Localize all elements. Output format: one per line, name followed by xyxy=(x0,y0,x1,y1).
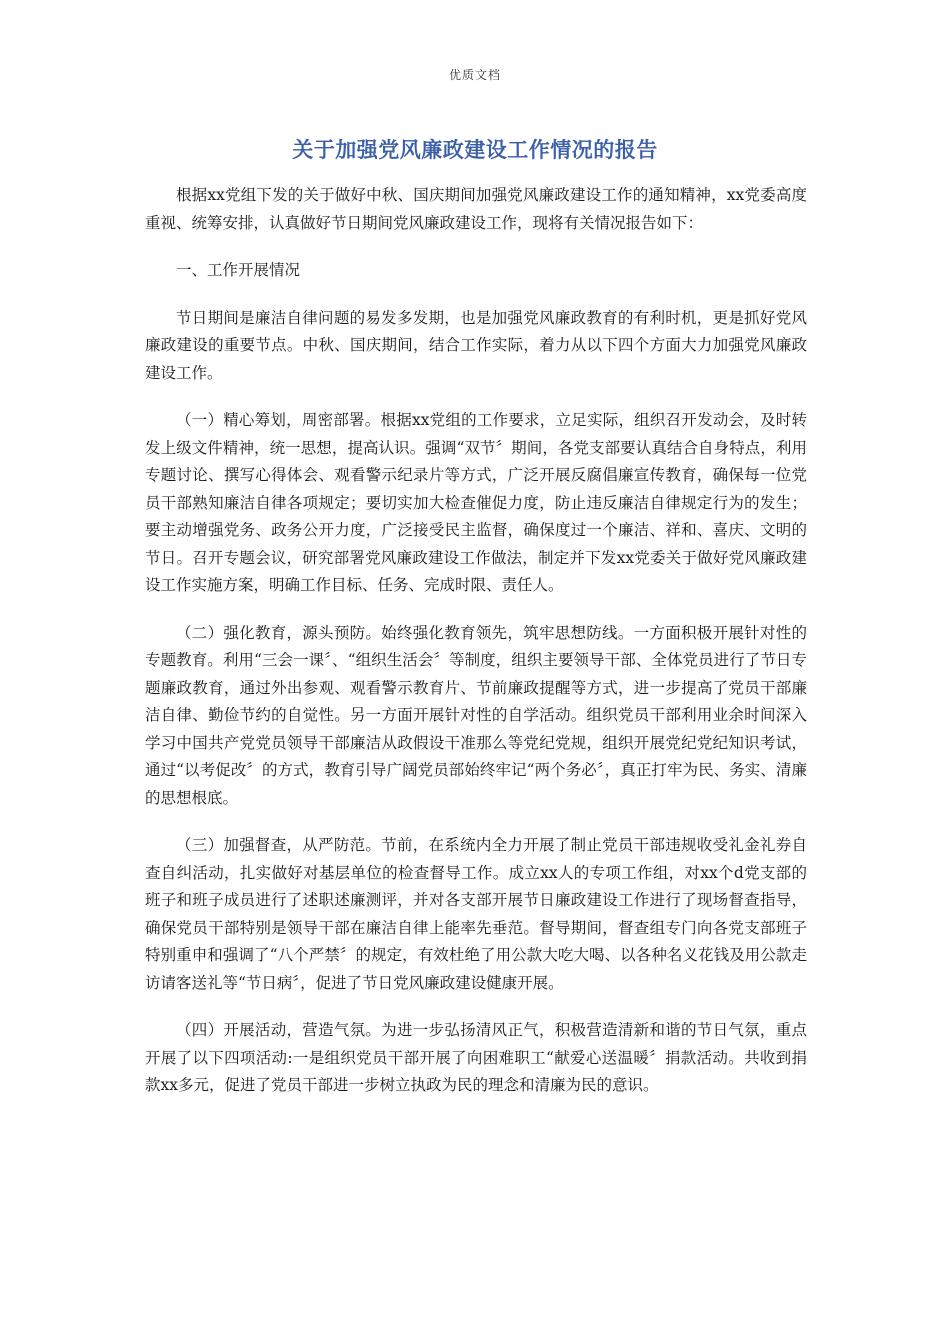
document-title: 关于加强党风廉政建设工作情况的报告 xyxy=(292,138,658,162)
document-body xyxy=(145,182,807,1120)
paragraph-item-2: （二）强化教育，源头预防。始终强化教育领先，筑牢思想防线。一方面积极开展针对性的专题教育。利用“三会一课〞、“组织生活会〞等制度，组织主要领导干部、全体党员进行了节日专题廉政教育，通过外出参观、观看警示教育片、节前廉政提醒等方式，进一步提高了党员干部廉洁自律、勤俭节约的自觉性。另一方面开展针对性的自学活动。组织党员干部利用业余时间深入学习中国共产党党员领导干部廉洁从政假设干准那么等党纪党规，组织开展党纪党纪知识考试，通过“以考促改〞的方式，教育引导广阔党员部始终牢记“两个务必〞，真正打牢为民、务实、清廉的思想根底。 xyxy=(145,623,807,807)
paragraph-item-4: （四）开展活动，营造气氛。为进一步弘扬清风正气，积极营造清新和谐的节日气氛，重点开展了以下四项活动:一是组织党员干部开展了向困难职工“献爱心送温暖〞捐款活动。共收到捐款xx多元，促进了党员干部进一步树立执政为民的理念和清廉为民的意识。 xyxy=(145,1021,807,1094)
page-header: 优质文档 xyxy=(448,68,501,82)
paragraph-intro: 根据xx党组下发的关于做好中秋、国庆期间加强党风廉政建设工作的通知精神，xx党委高度重视、统筹安排，认真做好节日期间党风廉政建设工作，现将有关情况报告如下： xyxy=(145,186,807,232)
paragraph-item-3: （三）加强督查，从严防范。节前，在系统内全力开展了制止党员干部违规收受礼金礼券自查自纠活动，扎实做好对基层单位的检查督导工作。成立xx人的专项工作组，对xx个d党支部的班子和班子成员进行了述职述廉测评，并对各支部开展节日廉政建设工作进行了现场督查指导，确保党员干部特别是领导干部在廉洁自律上能率先垂范。督导期间，督查组专门向各党支部班子特别重申和强调了“八个严禁〞的规定，有效杜绝了用公款大吃大喝、以各种名义花钱及用公款走访请客送礼等“节日病〞，促进了节日党风廉政建设健康开展。 xyxy=(145,836,807,992)
paragraph-item-1: （一）精心筹划，周密部署。根据xx党组的工作要求，立足实际，组织召开发动会，及时转发上级文件精神，统一思想，提高认识。强调“双节〞期间，各党支部要认真结合自身特点，利用专题讨论、撰写心得体会、观看警示纪录片等方式，广泛开展反腐倡廉宣传教育，确保每一位党员干部熟知廉洁自律各项规定；要切实加大检查催促力度，防止违反廉洁自律规定行为的发生；要主动增强党务、政务公开力度，广泛接受民主监督，确保度过一个廉洁、祥和、喜庆、文明的节日。召开专题会议，研究部署党风廉政建设工作做法，制定并下发xx党委关于做好党风廉政建设工作实施方案，明确工作目标、任务、完成时限、责任人。 xyxy=(145,411,807,594)
section-heading: 一、工作开展情况 xyxy=(176,261,301,279)
paragraph-overview: 节日期间是廉洁自律问题的易发多发期，也是加强党风廉政教育的有利时机，更是抓好党风廉政建设的重要节点。中秋、国庆期间，结合工作实际，着力从以下四个方面大力加强党风廉政建设工作。 xyxy=(145,308,807,382)
